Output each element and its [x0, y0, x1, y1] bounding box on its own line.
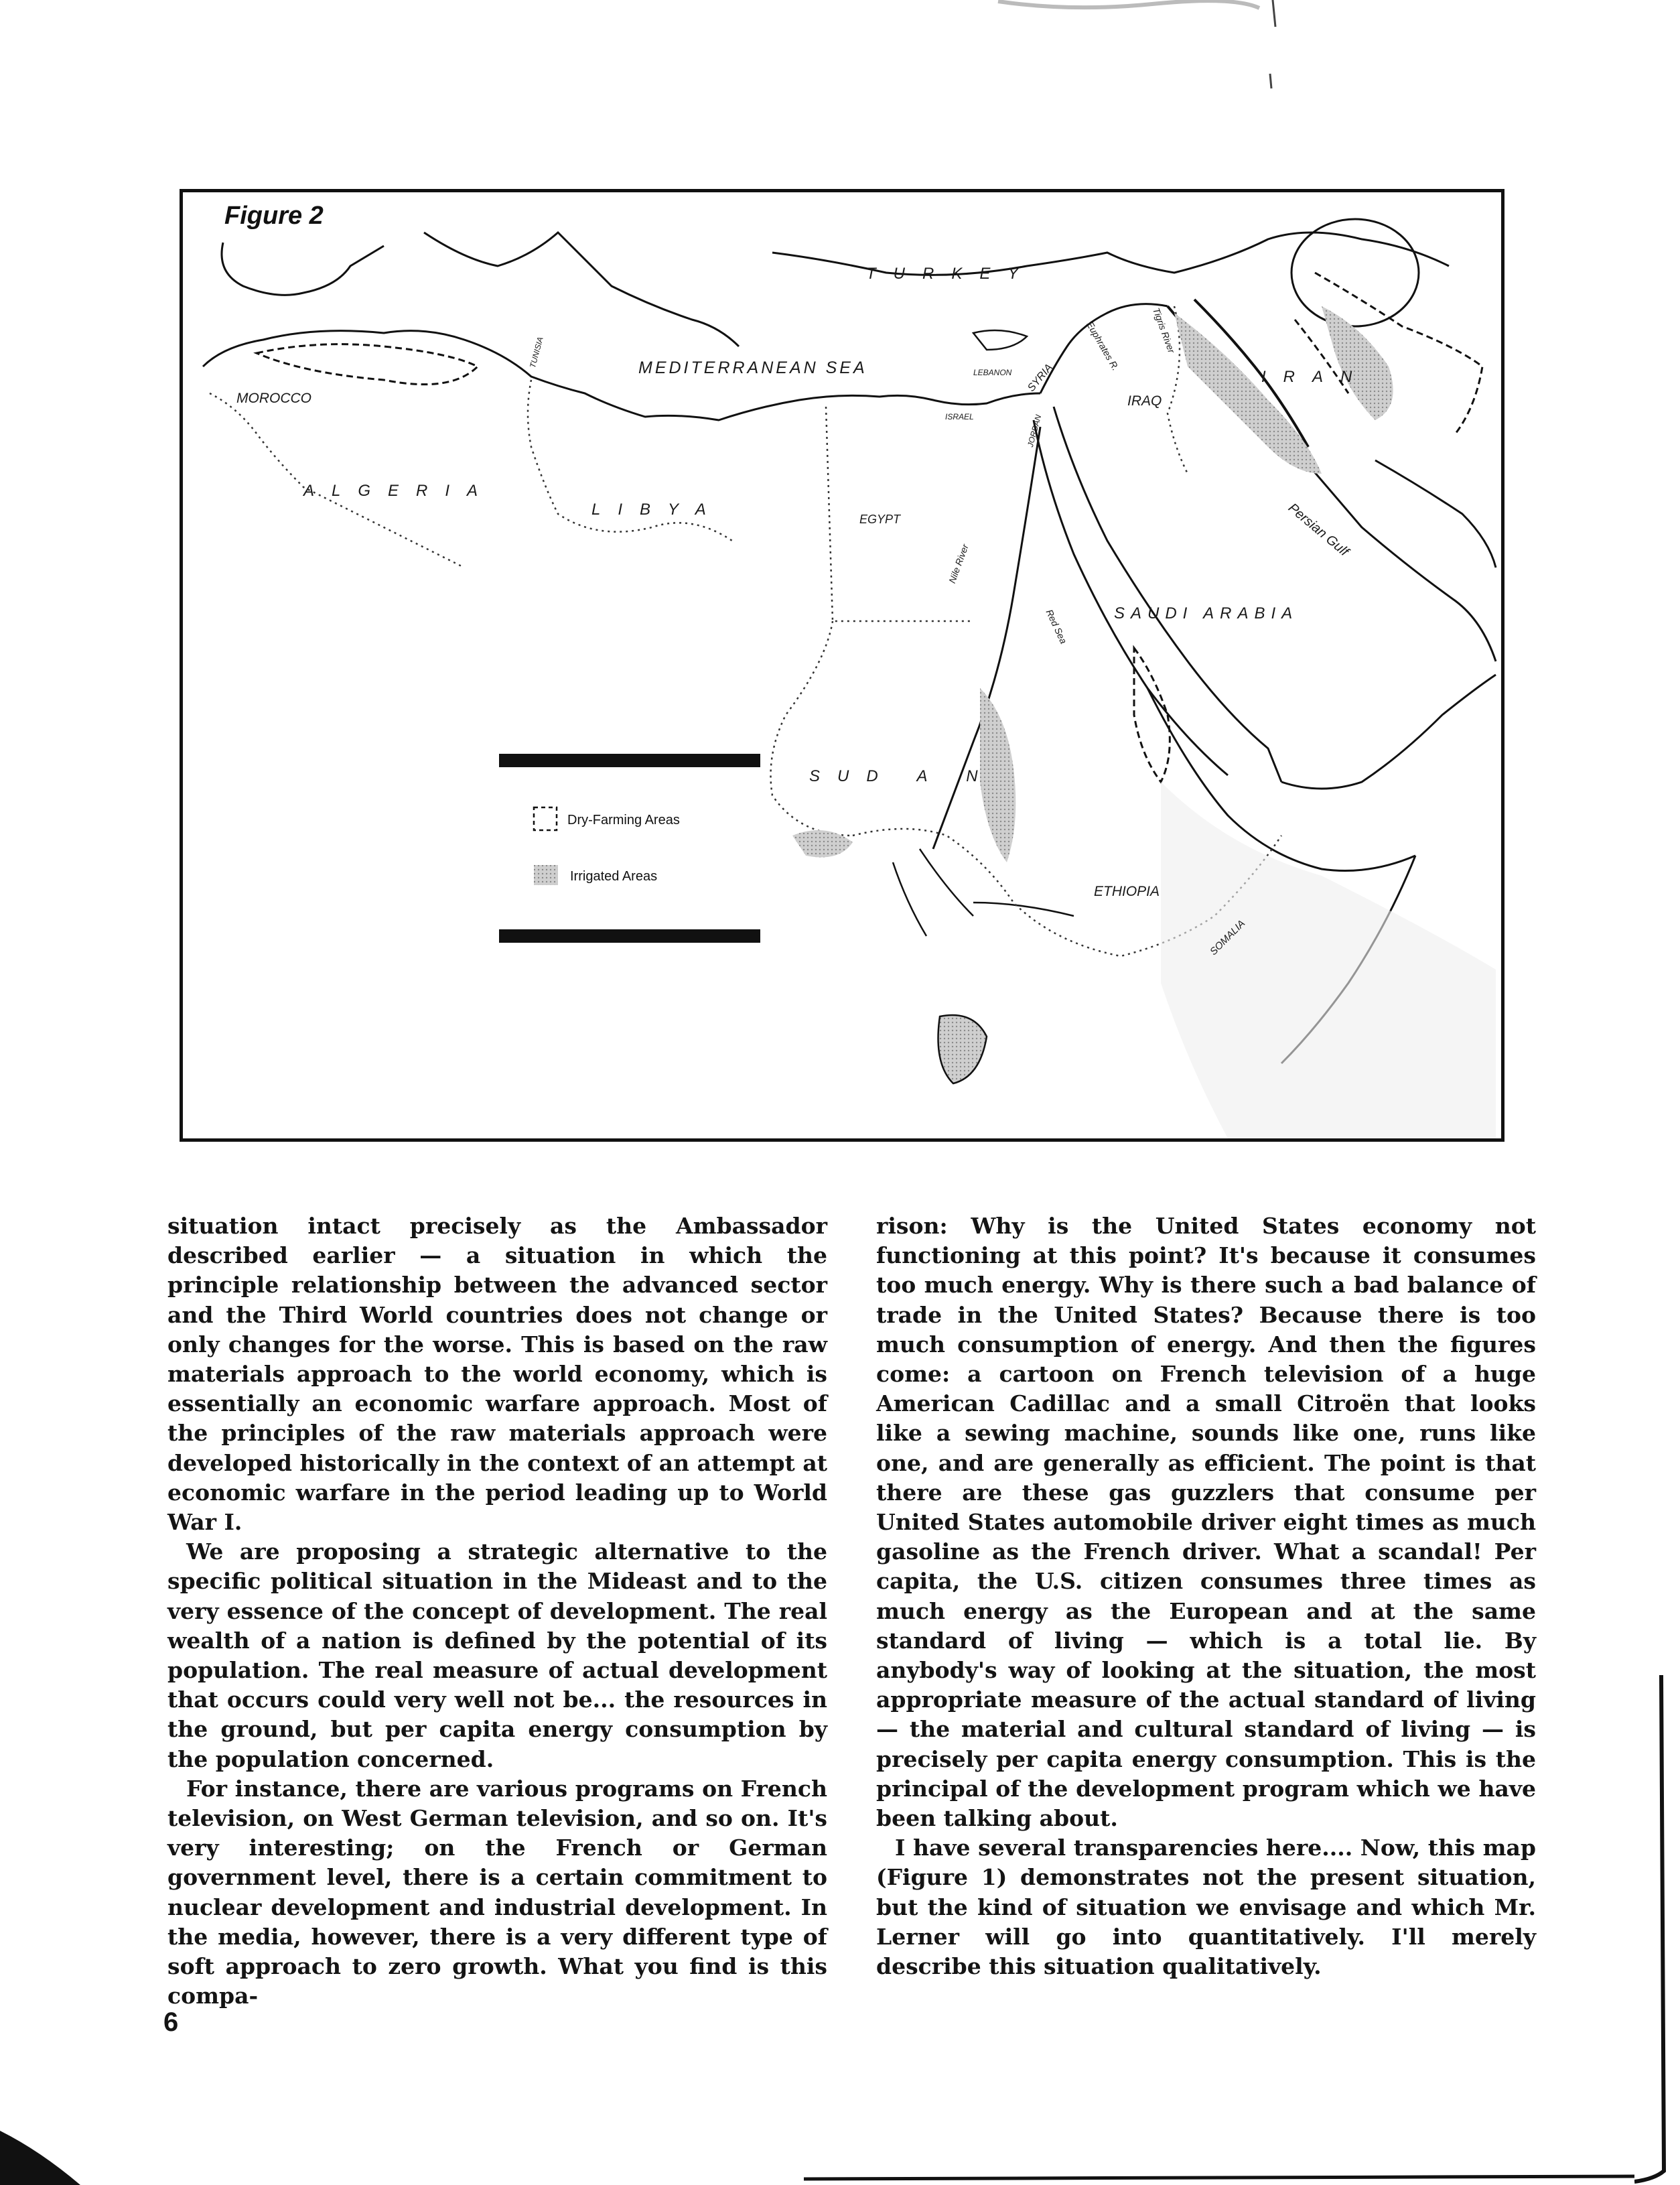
label-iran: IRAN	[1261, 368, 1370, 386]
label-red-sea: Red Sea	[1044, 608, 1070, 646]
label-jordan: JORDAN	[1026, 413, 1044, 448]
legend-irrigated-label: Irrigated Areas	[570, 869, 658, 884]
coast-red-sea-west	[1034, 420, 1228, 775]
coast-iran-south	[1375, 460, 1496, 568]
scan-artifact-right-edge	[1634, 1675, 1680, 2185]
coast-north-africa	[203, 331, 1040, 420]
irrigated-iran	[1322, 306, 1393, 420]
label-ethiopia: ETHIOPIA	[1094, 884, 1160, 899]
label-libya: LIBYA	[591, 501, 723, 519]
label-morocco: MOROCCO	[236, 391, 311, 406]
coast-italy-greece	[424, 233, 739, 346]
irrigated-mesopotamia	[1174, 313, 1322, 474]
label-lebanon: LEBANON	[973, 368, 1012, 377]
text-column-left	[167, 1211, 827, 2009]
legend-dry-farming-swatch	[534, 807, 557, 830]
shaded-area-south	[1161, 782, 1496, 1138]
label-egypt: EGYPT	[859, 513, 901, 526]
text-column-right	[876, 1211, 1536, 1980]
label-tigris: Tigris River	[1150, 306, 1178, 354]
label-iraq: IRAQ	[1127, 393, 1162, 409]
label-saudi-arabia: SAUDI ARABIA	[1114, 604, 1299, 622]
page-number: 6	[163, 2007, 179, 2037]
label-nile: Nile River	[947, 542, 971, 585]
irrigated-sudan-west	[792, 830, 853, 858]
paragraph: For instance, there are various programs on French television, on West German television, and so on. It's very interesting; on the French or German government level, there is a certain commitment to nuclear development and industrial development. In the media, however, there is a very different type of soft approach to zero growth. What you find is this compa-	[167, 1775, 827, 2009]
map-drawing	[183, 192, 1501, 1138]
dry-farming-iran	[1295, 273, 1482, 434]
coast-iberia	[222, 243, 384, 295]
label-israel: ISRAEL	[945, 412, 974, 421]
label-somalia: SOMALIA	[1208, 917, 1248, 958]
river-tributaries	[893, 849, 1074, 936]
legend-dry-farming-label: Dry-Farming Areas	[567, 813, 680, 827]
figure-title: Figure 2	[224, 202, 324, 230]
legend-top-bar	[499, 754, 760, 767]
paragraph: I have several transparencies here.... Now, this map (Figure 1) demonstrates not the present situation, but the kind of situation we envisage and which Mr. Lerner will go into quantitatively. I'll merely describe this situation qualitatively.	[876, 1835, 1536, 1980]
label-algeria: ALGERIA	[303, 482, 496, 500]
legend-irrigated-swatch	[534, 865, 558, 885]
label-syria: SYRIA	[1026, 362, 1055, 394]
border-algeria-south	[210, 393, 464, 568]
figure-map	[180, 189, 1504, 1142]
caspian-sea	[1291, 219, 1419, 326]
label-tunisia: TUNISIA	[528, 336, 545, 369]
paragraph: rison: Why is the United States economy not functioning at this point? It's because it consumes too much energy. Why is there such a bad balance of trade in the United States? Because there is too much consumption of energy. And then the figures come: a cartoon on French television of a huge American Cadillac and a small Citroën that looks like a sewing machine, sounds like one, runs like one, and are generally as efficient. The point is that there are these gas guzzlers that consume per United States automobile driver eight times as much gasoline as the French driver. What a scandal! Per capita, the U.S. citizen consumes three times as much energy as the European and at the same standard of living — which is a total lie. By anybody's way of looking at the situation, the most appropriate measure of the actual standard of living — the material and cultural standard of living — is precisely per capita energy consumption. This is the principal of the development program which we have been talking about.	[876, 1213, 1536, 1832]
paragraph: situation intact precisely as the Ambassador described earlier — a situation in which the principle relationship between the advanced sector and the Third World countries does not change or only changes for the worse. This is based on the raw materials approach to the world economy, which is essentially an economic warfare approach. Most of the principles of the raw materials approach were developed historically in the context of an attempt at economic warfare in the period leading up to World War I.	[167, 1213, 827, 1536]
label-euphrates: Euphrates R.	[1084, 320, 1121, 373]
coast-arabia-south	[1281, 675, 1496, 789]
scan-artifact-top	[991, 0, 1286, 101]
label-persian-gulf: Persian Gulf	[1285, 501, 1352, 559]
dry-farming-yemen	[1134, 648, 1170, 782]
dry-farming-maghreb	[257, 344, 478, 385]
paragraph: We are proposing a strategic alternative to the specific political situation in the Mideast and to the very essence of the concept of development. The real wealth of a nation is defined by the potential of its population. The real measure of actual development that occurs could very well not be... the resources in the ground, but per capita energy consumption by the population concerned.	[167, 1538, 827, 1772]
island-cyprus	[973, 330, 1027, 350]
label-mediterranean: MEDITERRANEAN SEA	[638, 358, 867, 377]
border-sudan	[771, 621, 853, 836]
legend-bottom-bar	[499, 929, 760, 943]
label-turkey: TURKEY	[866, 265, 1036, 283]
irrigated-island	[938, 1015, 987, 1083]
scan-artifact-bottom-edge	[804, 2171, 1634, 2185]
scan-artifact-bottom-left	[0, 2104, 107, 2185]
label-sudan: SUD A N	[809, 767, 995, 785]
